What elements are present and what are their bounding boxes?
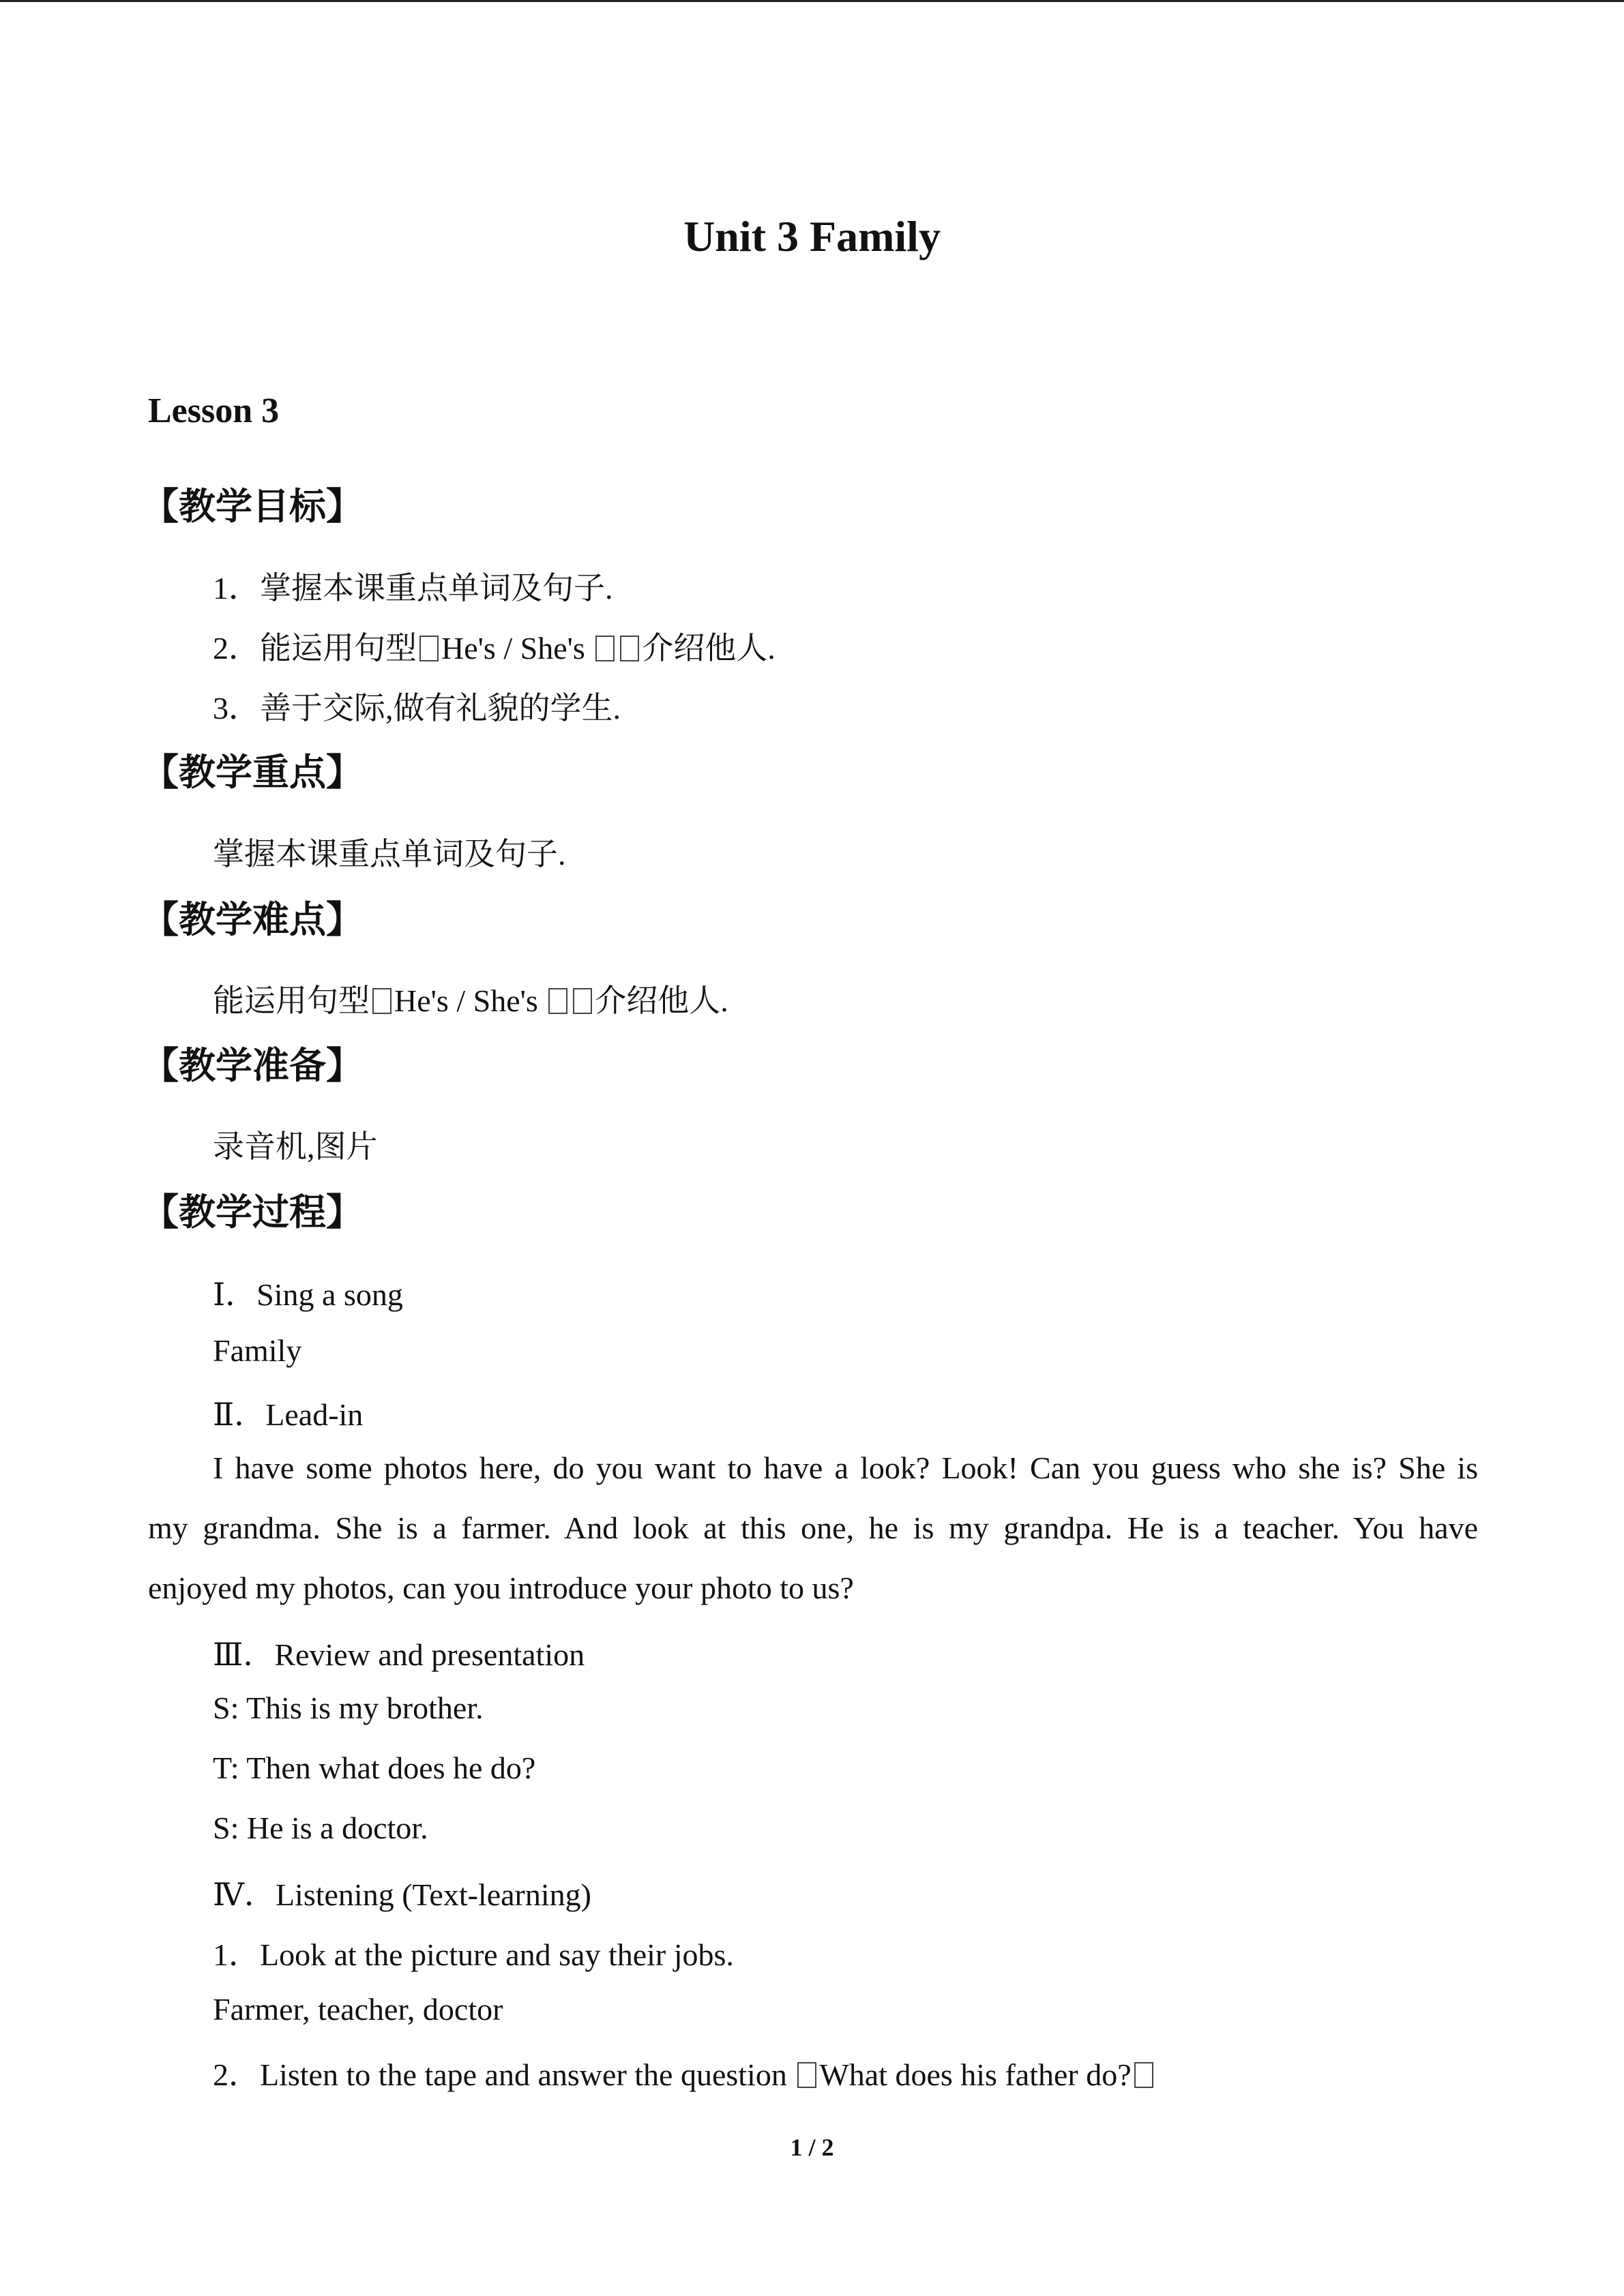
- objective-item-2-pattern: He's / She's: [441, 631, 585, 666]
- listening-task-1: 1．Look at the picture and say their jobs.: [213, 1937, 734, 1972]
- listening-task-2-prefix: 2．Listen to the tape and answer the question: [213, 2057, 787, 2092]
- lead-in-paragraph-line-2: my grandma. She is a farmer. And look at this one, he is my grandpa. He is a teacher. You have: [148, 1510, 1478, 1545]
- difficulties-suffix: 介绍他人.: [595, 983, 728, 1018]
- missing-glyph-icon: [797, 2062, 816, 2088]
- objective-item-1: 1．掌握本课重点单词及句子.: [213, 571, 613, 606]
- missing-glyph-icon: [620, 636, 639, 661]
- process-step-2: Ⅱ．Lead-in: [213, 1397, 364, 1432]
- difficulties-text: [213, 976, 728, 1021]
- missing-glyph-icon: [548, 988, 567, 1014]
- dialog-line-1: S: This is my brother.: [213, 1690, 484, 1725]
- key-points-text: 掌握本课重点单词及句子.: [213, 837, 566, 871]
- objective-item-2: [213, 623, 776, 668]
- missing-glyph-icon: [573, 988, 592, 1014]
- page-number: 1 / 2: [790, 2134, 834, 2161]
- missing-glyph-icon: [372, 988, 392, 1014]
- listening-task-1-detail: Farmer, teacher, doctor: [213, 1992, 503, 2027]
- document-title: Unit 3 Family: [683, 212, 941, 260]
- difficulties-prefix: 能运用句型: [213, 983, 370, 1018]
- process-step-4: Ⅳ．Listening (Text-learning): [213, 1877, 591, 1912]
- process-heading: 【教学过程】: [142, 1192, 363, 1233]
- page-top-border: [0, 0, 1624, 2]
- objectives-heading: 【教学目标】: [142, 486, 363, 527]
- difficulties-heading: 【教学难点】: [142, 899, 363, 940]
- preparation-heading: 【教学准备】: [142, 1045, 363, 1086]
- process-step-1: Ⅰ．Sing a song: [213, 1277, 403, 1312]
- process-step-1-detail: Family: [213, 1333, 302, 1368]
- process-step-3: Ⅲ．Review and presentation: [213, 1637, 585, 1672]
- objective-item-3: 3．善于交际,做有礼貌的学生.: [213, 691, 621, 726]
- objective-item-2-suffix: 介绍他人.: [642, 631, 776, 666]
- objective-item-2-prefix: 2．能运用句型: [213, 631, 417, 666]
- difficulties-pattern: He's / She's: [394, 983, 538, 1018]
- missing-glyph-icon: [1134, 2062, 1153, 2088]
- dialog-line-3: S: He is a doctor.: [213, 1810, 428, 1845]
- lead-in-paragraph-line-3: enjoyed my photos, can you introduce your photo to us?: [148, 1570, 854, 1605]
- listening-task-2: [213, 2050, 1156, 2095]
- dialog-line-2: T: Then what does he do?: [213, 1750, 536, 1785]
- lesson-heading: Lesson 3: [148, 391, 280, 430]
- listening-task-2-question: What does his father do?: [819, 2057, 1132, 2092]
- missing-glyph-icon: [595, 636, 615, 661]
- key-points-heading: 【教学重点】: [142, 752, 363, 793]
- preparation-text: 录音机,图片: [213, 1129, 378, 1164]
- lead-in-paragraph-line-1: I have some photos here, do you want to have a look? Look! Can you guess who she is? She is: [213, 1450, 1478, 1485]
- missing-glyph-icon: [419, 636, 439, 661]
